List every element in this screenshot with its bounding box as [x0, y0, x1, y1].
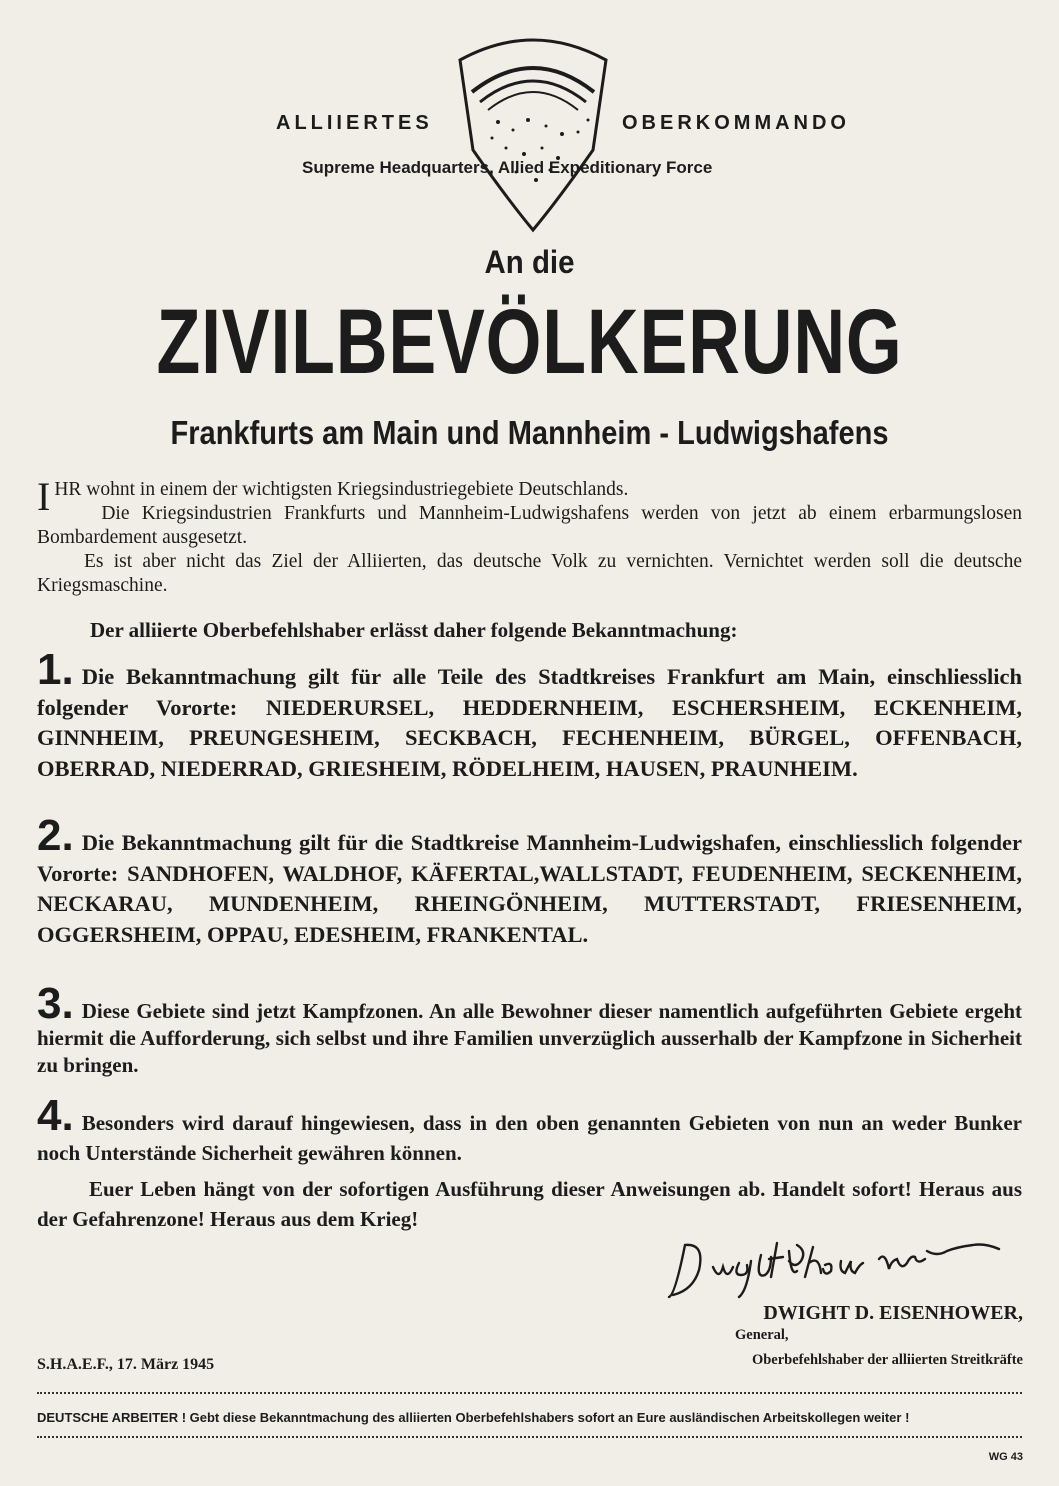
point-number: 2. — [37, 811, 74, 860]
header-subtitle: Supreme Headquarters, Allied Expeditionary Force — [302, 158, 713, 177]
point-text: Die Bekanntmachung gilt für alle Teile des Stadtkreises Frankfurt am Main, einschliesslich folgender Vororte: NIEDERURSEL, HEDDERNHEIM, ESCHERSHEIM, ECKENHEIM, GINNHEIM, PREUNGESHEIM, SECKBACH, FECHENHEIM, BÜRGEL, OFFENBACH, OBERRAD, NIEDERRAD, GRIESHEIM, RÖDELHEIM, HAUSEN, PRAUNHEIM. — [37, 664, 1022, 781]
shaef-shoulder-sleeve-emblem — [458, 30, 608, 235]
point-number: 1. — [37, 645, 74, 694]
point-2 — [37, 811, 1022, 950]
lead-line: Der alliierte Oberbefehlshaber erlässt daher folgende Bekanntmachung: — [90, 618, 738, 642]
point-text: Diese Gebiete sind jetzt Kampfzonen. An alle Bewohner dieser namentlich aufgeführten Gebiete ergeht hiermit die Aufforderung, sich selbst und ihre Familien unverzüglich ausserhalb der Kampfzone in Sicherheit zu bringen. — [37, 999, 1022, 1077]
point-text: Besonders wird darauf hingewiesen, dass in den oben genannten Gebieten von nun an weder Bunker noch Unterstände Sicherheit gewähren können. — [37, 1111, 1022, 1165]
drop-cap: I — [37, 474, 51, 519]
signer-name: DWIGHT D. EISENHOWER, — [763, 1302, 1023, 1324]
handwritten-signature — [665, 1215, 1015, 1305]
signer-rank: General, — [735, 1327, 789, 1343]
page-title: ZIVILBEVÖLKERUNG — [156, 291, 903, 393]
page-subtitle: Frankfurts am Main und Mannheim - Ludwigshafens — [170, 414, 889, 451]
point-number: 4. — [37, 1091, 74, 1140]
signer-role: Oberbefehlshaber der alliierten Streitkräfte — [751, 1352, 1023, 1368]
dotted-divider-top — [37, 1392, 1022, 1394]
intro-paragraph-2: Die Kriegsindustrien Frankfurts und Mannheim-Ludwigshafens werden von jetzt ab einem erbarmungslosen Bombardement ausgesetzt. — [37, 503, 1022, 548]
intro-paragraph-1 — [37, 474, 1022, 519]
point-number: 3. — [37, 979, 74, 1028]
header-right-label: OBERKOMMANDO — [622, 112, 850, 134]
footer-notice: DEUTSCHE ARBEITER ! Gebt diese Bekanntmachung des alliierten Oberbefehlshabers sofort an Eure ausländischen Arbeitskollegen weiter ! — [37, 1410, 910, 1425]
header-left-label: ALLIIERTES — [276, 112, 433, 134]
point-3 — [37, 979, 1022, 1079]
date-line: S.H.A.E.F., 17. März 1945 — [37, 1356, 215, 1373]
intro-text — [37, 474, 1022, 598]
point-4 — [37, 1091, 1022, 1168]
intro-line-1: HR wohnt in einem der wichtigsten Kriegsindustriegebiete Deutschlands. — [54, 479, 629, 500]
point-1 — [37, 645, 1022, 784]
print-code: WG 43 — [988, 1451, 1023, 1463]
intro-paragraph-3: Es ist aber nicht das Ziel der Alliierten, das deutsche Volk zu vernichten. Vernichtet werden soll die deutsche Kriegsmaschine. — [37, 551, 1022, 596]
point-text: Die Bekanntmachung gilt für die Stadtkreise Mannheim-Ludwigshafen, einschliesslich folgender Vororte: SANDHOFEN, WALDHOF, KÄFERTAL,WALLSTADT, FEUDENHEIM, SECKENHEIM, NECKARAU, MUNDENHEIM, RHEINGÖNHEIM, MUTTERSTADT, FRIESENHEIM, OGGERSHEIM, OPPAU, EDESHEIM, FRANKENTAL. — [37, 830, 1022, 947]
closing-text: Euer Leben hängt von der sofortigen Ausführung dieser Anweisungen ab. Handelt sofort! Heraus aus der Gefahrenzone! Heraus aus dem Krieg! — [37, 1177, 1022, 1231]
heading-an-die: An die — [484, 244, 575, 280]
dotted-divider-bottom — [37, 1436, 1022, 1438]
